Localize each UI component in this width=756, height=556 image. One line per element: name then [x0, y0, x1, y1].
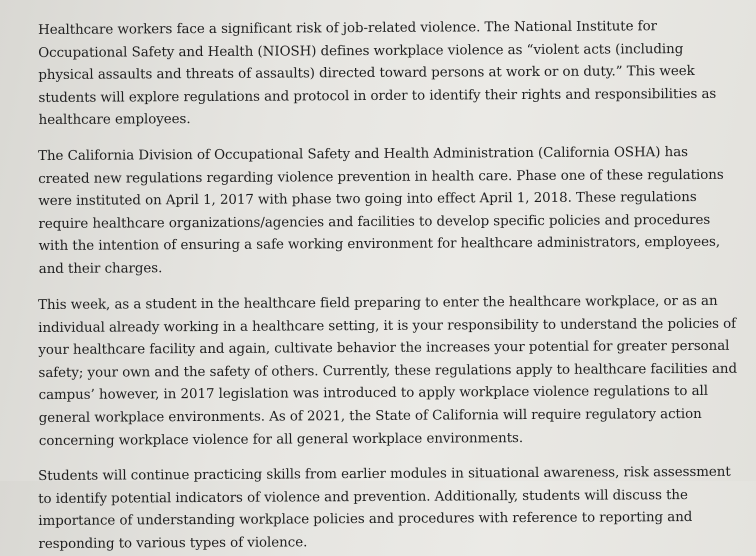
paragraph-california-osha: The California Division of Occupational Safety and Health Administration (California OSHA) has created new regulations regarding violence prevention in health care. Phase one of these regulations were instituted on April 1, 2017 with phase two going into effect April 1, 2018. These regulations require healthcare organizations/agencies and facilities to develop specific policies and procedures with the intention of ensuring a safe working environment for healthcare administrators, employees, and their charges.	[38, 144, 724, 277]
paragraph-student-responsibility: This week, as a student in the healthcare field preparing to enter the healthcare workplace, or as an individual already working in a healthcare setting, it is your responsibility to understand the policies of your healthcare facility and again, cultivate behavior the increases your potential for greater personal safety; your own and the safety of others. Currently, these regulations apply to healthcare facilities and campus’ however, in 2017 legislation was introduced to apply workplace violence regulations to all general workplace environments. As of 2021, the State of California will require regulatory action concerning workplace violence for all general workplace environments.	[38, 293, 738, 449]
paragraph-niosh-definition: Healthcare workers face a significant risk of job-related violence. The National Institute for Occupational Safety and Health (NIOSH) defines workplace violence as “violent acts (including physical assaults and threats of assaults) directed toward persons at work or on duty.” This week students will explore regulations and protocol in order to identify their rights and responsibilities as healthcare employees.	[38, 19, 717, 129]
paragraph-skills-practice: Students will continue practicing skills from earlier modules in situational awareness, risk assessment to identify potential indicators of violence and prevention. Additionally, students will discuss the importance of understanding workplace policies and procedures with reference to reporting and responding to various types of violence.	[38, 464, 731, 552]
